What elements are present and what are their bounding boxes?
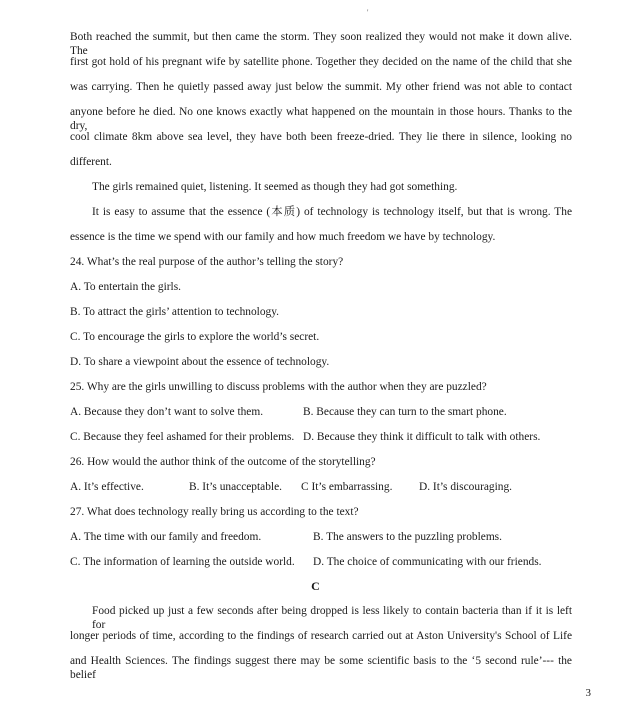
question-27-option-b: B. The answers to the puzzling problems. [313, 531, 502, 543]
section-c-heading: C [311, 579, 320, 593]
question-24-option-a: A. To entertain the girls. [70, 281, 181, 293]
question-26-option-a: A. It’s effective. [70, 481, 144, 493]
section-c-line: Food picked up just a few seconds after being dropped is less likely to contain bacteria than if it is left for [92, 605, 572, 631]
passage-line: Both reached the summit, but then came the storm. They soon realized they would not make it down alive. The [70, 31, 572, 57]
question-25-option-c: C. Because they feel ashamed for their problems. [70, 431, 295, 443]
passage-line: cool climate 8km above sea level, they have both been freeze-dried. They lie there in silence, looking no [70, 131, 572, 143]
section-c-line: and Health Sciences. The findings suggest there may be some scientific basis to the ‘5 second rule’--- the belief [70, 655, 572, 681]
question-26-option-c: C It’s embarrassing. [301, 481, 393, 493]
scan-mark: ' [367, 8, 369, 17]
page-number: 3 [585, 687, 591, 699]
question-24-option-d: D. To share a viewpoint about the essence of technology. [70, 356, 330, 368]
question-25-option-d: D. Because they think it difficult to talk with others. [303, 431, 541, 443]
passage-line: was carrying. Then he quietly passed away just below the summit. My other friend was not able to contact [70, 81, 572, 93]
question-24-option-b: B. To attract the girls’ attention to technology. [70, 306, 280, 318]
passage-line: first got hold of his pregnant wife by satellite phone. Together they decided on the name of the child that she [70, 56, 572, 68]
question-24-option-c: C. To encourage the girls to explore the world’s secret. [70, 331, 320, 343]
question-25-option-b: B. Because they can turn to the smart phone. [303, 406, 507, 418]
question-27-option-d: D. The choice of communicating with our friends. [313, 556, 542, 568]
passage-line: anyone before he died. No one knows exactly what happened on the mountain in those hours. Thanks to the dry, [70, 106, 572, 132]
paragraph-essence-line: It is easy to assume that the essence (本质) of technology is technology itself, but that is wrong. The [92, 206, 572, 218]
passage-line: different. [70, 156, 112, 168]
question-26-stem: 26. How would the author think of the outcome of the storytelling? [70, 456, 376, 468]
question-27-option-a: A. The time with our family and freedom. [70, 531, 262, 543]
paragraph-essence-line: essence is the time we spend with our family and how much freedom we have by technology. [70, 231, 496, 243]
question-26-option-d: D. It’s discouraging. [419, 481, 513, 493]
question-25-option-a: A. Because they don’t want to solve them. [70, 406, 264, 418]
question-26-option-b: B. It’s unacceptable. [189, 481, 282, 493]
question-27-stem: 27. What does technology really bring us according to the text? [70, 506, 359, 518]
question-25-stem: 25. Why are the girls unwilling to discuss problems with the author when they are puzzled? [70, 381, 487, 393]
section-c-line: longer periods of time, according to the findings of research carried out at Aston University's School of Life [70, 630, 572, 642]
paragraph-girls: The girls remained quiet, listening. It seemed as though they had got something. [92, 181, 458, 193]
question-27-option-c: C. The information of learning the outside world. [70, 556, 295, 568]
question-24-stem: 24. What’s the real purpose of the author’s telling the story? [70, 256, 344, 268]
